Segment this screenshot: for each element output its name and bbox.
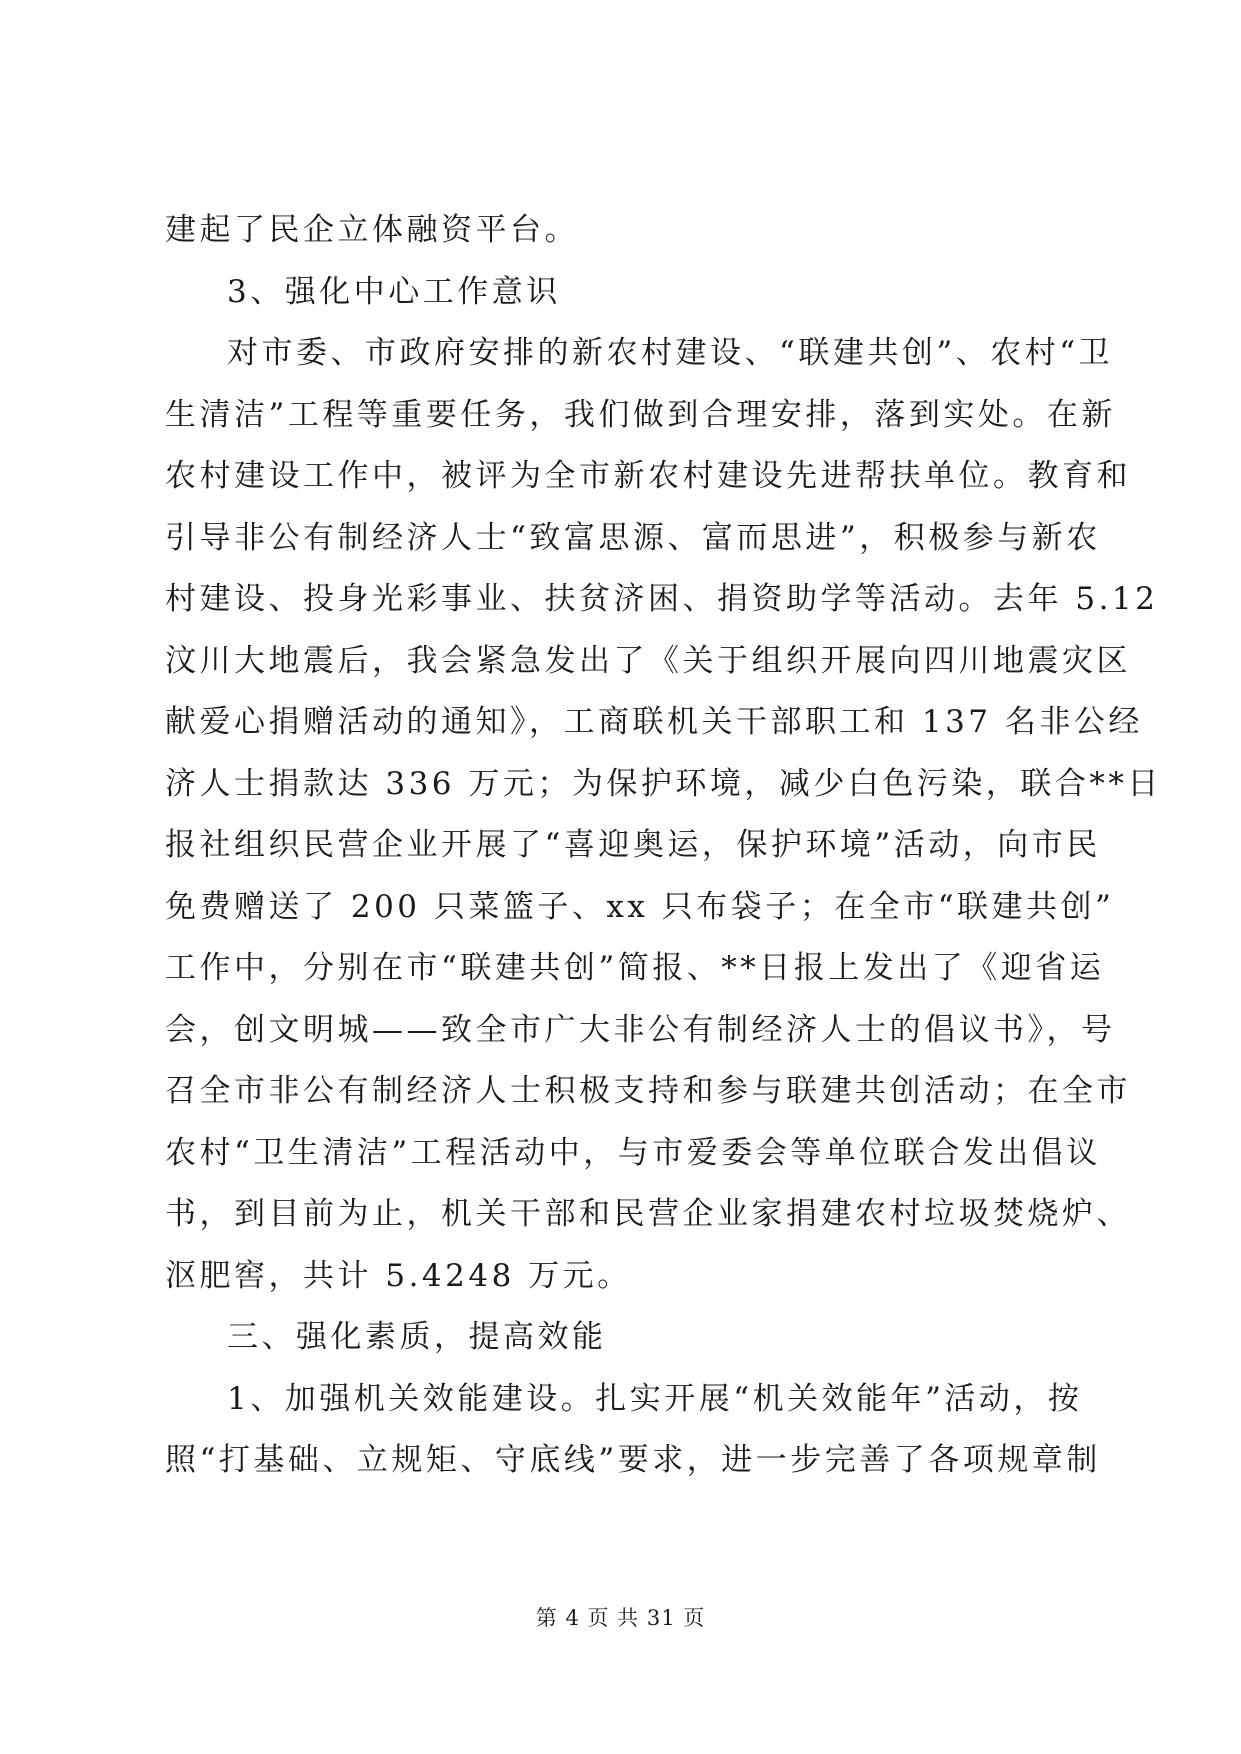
text-line: 村建设、投身光彩事业、扶贫济困、捐资助学等活动。去年 5.12	[165, 581, 1159, 617]
text-line: 会，创文明城——致全市广大非公有制经济人士的倡议书》，号	[165, 1011, 1116, 1048]
text-line: 汶川大地震后，我会紧急发出了《关于组织开展向四川地震灾区	[165, 642, 1131, 679]
text-line: 生清洁”工程等重要任务，我们做到合理安排，落到实处。在新	[165, 396, 1116, 433]
text-line: 报社组织民营企业开展了“喜迎奥运，保护环境”活动，向市民	[165, 827, 1101, 863]
text-line: 济人士捐款达 336 万元；为保护环境，减少白色污染，联合**日	[165, 765, 1162, 802]
text-line: 照“打基础、立规矩、守底线”要求，进一步完善了各项规章制	[165, 1442, 1101, 1478]
text-line: 献爱心捐赠活动的通知》，工商联机关干部职工和 137 名非公经	[165, 704, 1143, 740]
text-line: 工作中，分别在市“联建共创”简报、**日报上发出了《迎省运	[165, 950, 1105, 986]
section-heading: 3、强化中心工作意识	[227, 273, 561, 310]
section-heading: 三、强化素质，提高效能	[227, 1319, 607, 1355]
text-line: 免费赠送了 200 只菜篮子、xx 只布袋子；在全市“联建共创”	[165, 888, 1115, 925]
page-number-footer: 第 4 页 共 31 页	[535, 1606, 706, 1630]
text-line: 召全市非公有制经济人士积极支持和参与联建共创活动；在全市	[165, 1073, 1131, 1109]
text-line: 引导非公有制经济人士“致富思源、富而思进”，积极参与新农	[165, 519, 1101, 556]
text-line: 1、加强机关效能建设。扎实开展“机关效能年”活动，按	[227, 1380, 1083, 1417]
text-line: 农村建设工作中，被评为全市新农村建设先进帮扶单位。教育和	[165, 458, 1131, 494]
text-line: 书，到目前为止，机关干部和民营企业家捐建农村垃圾焚烧炉、	[165, 1196, 1131, 1232]
text-line: 建起了民企立体融资平台。	[165, 212, 579, 248]
document-body	[165, 200, 1162, 1492]
text-line: 沤肥窖，共计 5.4248 万元。	[165, 1257, 632, 1294]
text-line: 农村“卫生清洁”工程活动中，与市爱委会等单位联合发出倡议	[165, 1134, 1101, 1171]
text-line: 对市委、市政府安排的新农村建设、“联建共创”、农村“卫	[227, 335, 1114, 371]
